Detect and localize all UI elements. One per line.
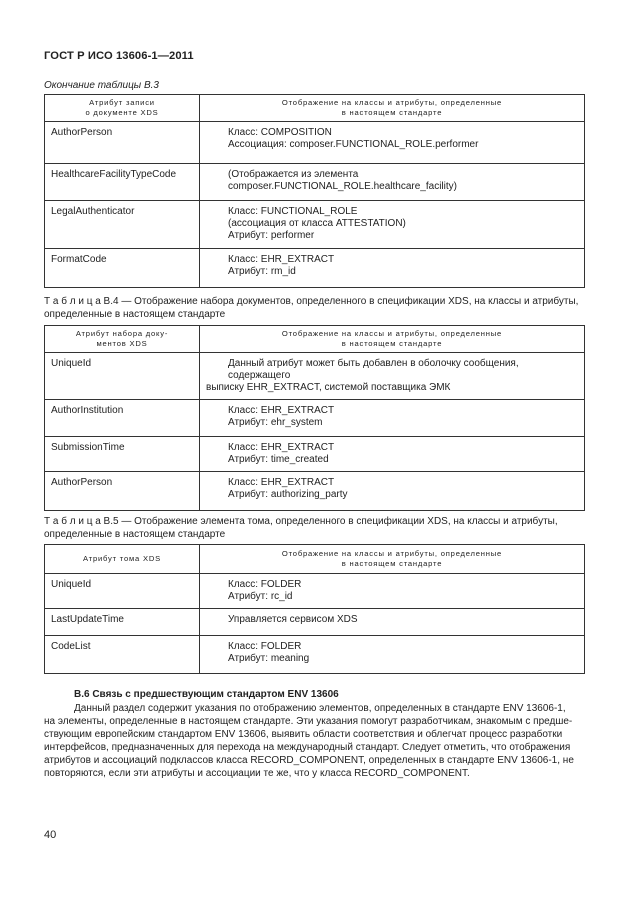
table-row: [45, 122, 585, 164]
cell-mapping: Управляется сервисом XDS: [200, 609, 585, 636]
table-b5: [44, 544, 585, 674]
cell-attribute: HealthcareFacilityTypeCode: [45, 164, 200, 201]
cell-mapping: Класс: EHR_EXTRACT Атрибут: authorizing_party: [200, 472, 585, 511]
cell-mapping: Класс: EHR_EXTRACT Атрибут: rm_id: [200, 249, 585, 288]
cell-mapping: Класс: EHR_EXTRACT Атрибут: time_created: [200, 437, 585, 472]
table-row: [45, 249, 585, 288]
table-b3-caption: Окончание таблицы В.3: [44, 80, 159, 91]
table-b4-caption: Т а б л и ц а В.4 — Отображение набора документов, определенного в спецификации XDS, на классы и атрибуты, определенные в настоящем стандарте: [44, 296, 579, 320]
cell-attribute: LastUpdateTime: [45, 609, 200, 636]
table-header-row: [45, 545, 585, 574]
table-header-row: [45, 326, 585, 353]
table-row: [45, 164, 585, 201]
cell-attribute: UniqueId: [45, 574, 200, 609]
table-row: [45, 400, 585, 437]
column-header-mapping: Отображение на классы и атрибуты, определенные в настоящем стандарте: [200, 545, 585, 574]
cell-mapping: Класс: COMPOSITION Ассоциация: composer.FUNCTIONAL_ROLE.performer: [200, 122, 585, 164]
table-row: [45, 636, 585, 674]
column-header-attribute: Атрибут записи о документе XDS: [45, 95, 200, 122]
column-header-attribute: Атрибут набора доку- ментов XDS: [45, 326, 200, 353]
table-b5-caption: Т а б л и ц а В.5 — Отображение элемента тома, определенного в спецификации XDS, на классы и атрибуты, определенные в настоящем стандарте: [44, 516, 558, 540]
table-row: [45, 353, 585, 400]
table-b4: [44, 325, 585, 511]
document-header: ГОСТ Р ИСО 13606-1—2011: [44, 50, 194, 62]
section-title: В.6 Связь с предшествующим стандартом ENV 13606: [74, 689, 339, 700]
cell-attribute: AuthorPerson: [45, 472, 200, 511]
cell-attribute: FormatCode: [45, 249, 200, 288]
table-row: [45, 574, 585, 609]
table-row: [45, 609, 585, 636]
cell-mapping: Класс: EHR_EXTRACT Атрибут: ehr_system: [200, 400, 585, 437]
cell-mapping: Класс: FOLDER Атрибут: rc_id: [200, 574, 585, 609]
cell-attribute: CodeList: [45, 636, 200, 674]
page-number: 40: [44, 829, 57, 841]
cell-mapping: Данный атрибут может быть добавлен в оболочку сообщения, содержащего выписку EHR_EXTRACT, системой поставщика ЭМК: [200, 353, 585, 400]
column-header-mapping: Отображение на классы и атрибуты, определенные в настоящем стандарте: [200, 95, 585, 122]
cell-attribute: AuthorInstitution: [45, 400, 200, 437]
cell-attribute: UniqueId: [45, 353, 200, 400]
table-b3: [44, 94, 585, 288]
cell-attribute: LegalAuthenticator: [45, 201, 200, 249]
cell-attribute: AuthorPerson: [45, 122, 200, 164]
column-header-mapping: Отображение на классы и атрибуты, определенные в настоящем стандарте: [200, 326, 585, 353]
cell-mapping: (Отображается из элемента composer.FUNCTIONAL_ROLE.healthcare_facility): [200, 164, 585, 201]
table-row: [45, 437, 585, 472]
cell-mapping: Класс: FUNCTIONAL_ROLE (ассоциация от класса ATTESTATION) Атрибут: performer: [200, 201, 585, 249]
table-header-row: [45, 95, 585, 122]
section-paragraph: Данный раздел содержит указания по отображению элементов, определенных в стандарте ENV 13606-1, на элементы, определенные в настоящем стандарте. Эти указания помогут разработчикам, знакомым с предше- ствующим европейским стандартом ENV 13606, выявить области соответствия и облегчат процесс разработки интерфейсов, предназначенных для перехода на международный стандарт. Следует отметить, что отображения атрибутов и ассоциаций подклассов класса RECORD_COMPONENT, определенных в стандарте ENV 13606-1, не повторяются, если эти атрибуты и ассоциации те же, что у класса RECORD_COMPONENT.: [44, 703, 574, 779]
table-row: [45, 201, 585, 249]
cell-attribute: SubmissionTime: [45, 437, 200, 472]
cell-mapping: Класс: FOLDER Атрибут: meaning: [200, 636, 585, 674]
table-row: [45, 472, 585, 511]
column-header-attribute: Атрибут тома XDS: [45, 545, 200, 574]
